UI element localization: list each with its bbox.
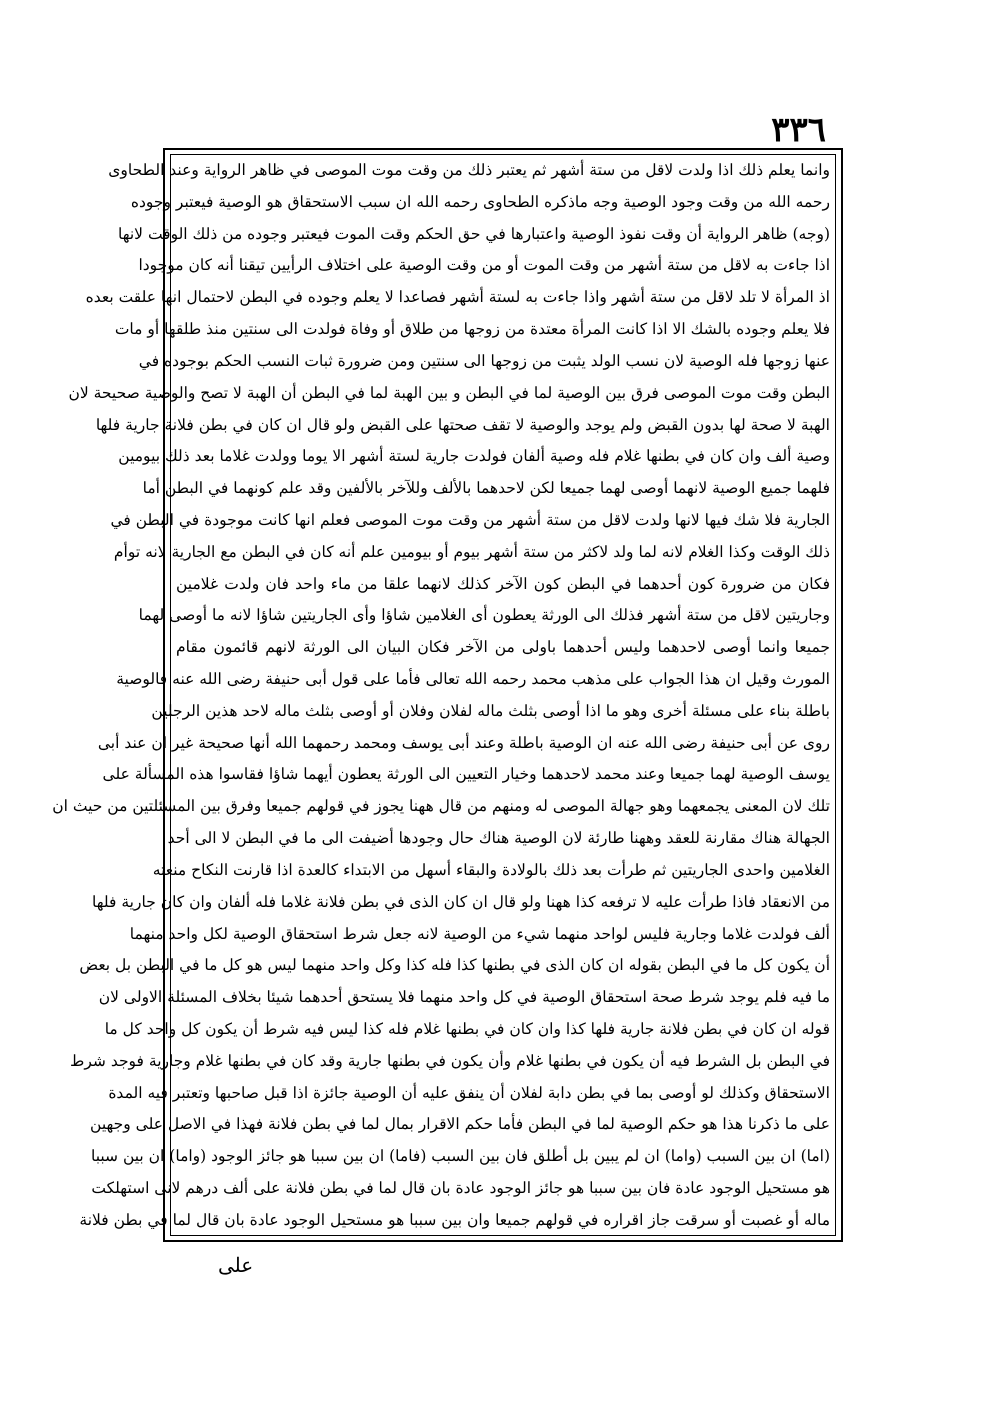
text-line: عنها زوجها فله الوصية لان نسب الولد يثبت من زوجها الى سنتين ومن ضرورة ثبات النسب الحكم بوجوده في bbox=[138, 351, 830, 370]
text-line: فلا يعلم وجوده بالشك الا اذا كانت المرأة معتدة من زوجها من طلاق أو وفاة فولدت الى سنتين منذ طلقها أو مات bbox=[114, 320, 830, 339]
text-line: فكان من ضرورة كون أحدهما في البطن كون الآخر كذلك لانهما علقا من ماء واحد فان ولدت غلامين bbox=[176, 574, 830, 593]
text-line: وصية ألف وان كان في بطنها غلام فله وصية ألفان فولدت جارية لستة أشهر الا يوما وولدت غلاما بعد ذلك بيومين bbox=[118, 447, 830, 466]
text-line: المورث وقيل ان هذا الجواب على مذهب محمد رحمه الله تعالى فأما على قول أبى حنيفة رضى الله عنه فالوصية bbox=[116, 670, 830, 688]
text-line: على ما ذكرنا هذا هو حكم الوصية لما في البطن فأما حكم الاقرار بمال لما في بطن فلانة فهذا في الاصل على وجهين bbox=[90, 1115, 830, 1134]
text-line: الغلامين واحدى الجاريتين ثم طرأت بعد ذلك بالولادة والبقاء أسهل من الابتداء كالعدة اذا قارنت النكاح منعته bbox=[152, 860, 830, 879]
text-line: هو مستحيل الوجود عادة فان بين سببا هو جائز الوجود عادة بان قال لما في بطن فلانة على ألف درهم لانى استهلكت bbox=[91, 1179, 830, 1197]
text-line: (اما) ان بين السبب (واما) ان لم يبين بل أطلق فان بين السبب (فاما) ان بين سببا هو جائز الوجود (واما) ان بين سببا bbox=[90, 1147, 830, 1166]
text-line: أن يكون كل ما في البطن بقوله ان كان الذى في بطنها كذا فله كذا وكل واحد منهما ليس هو كل ما في البطن بل بعض bbox=[79, 956, 830, 975]
text-line: ذلك الوقت وكذا الغلام لانه لما ولد لاكثر من ستة أشهر بيوم أو بيومين علم أنه كان في البطن مع الجارية لانه توأم bbox=[113, 542, 830, 561]
text-line: تلك لان المعنى يجمعهما وهو جهالة الموصى له ومنهم من قال ههنا يجوز في قولهم جميعا وفرق بين المسئلتين من حيث ان bbox=[52, 797, 830, 816]
text-line: وجاريتين لاقل من ستة أشهر فذلك الى الورثة يعطون أى الغلامين شاؤا وأى الجاريتين شاؤا لانه ما أوصى لهما bbox=[138, 606, 830, 625]
text-line: قوله ان كان في بطن فلانة جارية فلها كذا وان كان في بطنها غلام فله كذا ليس فيه شرط أن يكون كل واحد كل ما bbox=[104, 1019, 830, 1038]
text-line: الجهالة هناك مقارنة للعقد وههنا طارئة لان الوصية هناك حال وجودها أضيفت الى ما في البطن لا الى أحد bbox=[167, 829, 830, 848]
text-line: فلهما جميع الوصية لانهما أوصى لهما جميعا لكن لاحدهما بالألف وللآخر بالألفين وقد علم كونهما في البطن أما bbox=[142, 479, 830, 498]
text-line: رحمه الله من وقت وجود الوصية وجه ماذكره الطحاوى رحمه الله ان سبب الاستحقاق هو الوصية فيعتبر وجوده bbox=[130, 192, 830, 211]
text-line: اذ المرأة لا تلد لاقل من ستة أشهر واذا جاءت به لستة أشهر فصاعدا لا يعلم وجوده في البطن لاحتمال انها علقت بعده bbox=[85, 288, 830, 307]
text-line: ما فيه فلم يوجد شرط صحة استحقاق الوصية في كل واحد منهما فلا يستحق أحدهما شيئا بخلاف المسئلة الاولى لان bbox=[98, 988, 830, 1007]
text-line: ماله أو غصبت أو سرقت جاز اقراره في قولهم جميعا وان بين سببا هو مستحيل الوجود عادة بان قال لما في بطن فلانة bbox=[79, 1210, 830, 1229]
catchword: على bbox=[218, 1253, 254, 1277]
page-number: ٣٣٦ bbox=[771, 110, 826, 150]
text-line: الهبة لا صحة لها بدون القبض ولم يوجد والوصية لا تقف صحتها على القبض ولو قال ان كان في بطن فلانة جارية فلها bbox=[95, 415, 830, 434]
text-line: ألف فولدت غلاما وجارية فليس لواحد منهما شيء من الوصية لانه جعل شرط استحقاق الوصية لكل واحد منهما bbox=[129, 924, 830, 943]
text-line: الاستحقاق وكذلك لو أوصى بما في بطن دابة لفلان أن ينفق عليه أن الوصية جائزة اذا قبل صاحبها وتعتبر فيه المدة bbox=[108, 1083, 830, 1102]
text-line: وانما يعلم ذلك اذا ولدت لاقل من ستة أشهر ثم يعتبر ذلك من وقت موت الموصى في ظاهر الرواية وعند الطحاوى bbox=[108, 161, 830, 179]
text-column bbox=[52, 158, 830, 1232]
text-line: يوسف الوصية لهما جميعا وعند محمد لاحدهما وخيار التعيين الى الورثة يعطون أيهما شاؤا فقاسوا هذه المسألة على bbox=[102, 765, 830, 784]
text-line: من الانعقاد فاذا طرأت عليه لا ترفعه كذا ههنا ولو قال ان كان الذى في بطن فلانة غلاما فله ألفان وان كان جارية فلها bbox=[92, 892, 830, 911]
text-line: باطلة بناء على مسئلة أخرى وهو ما اذا أوصى بثلث ماله لفلان وفلان أو أوصى بثلث ماله لاحد هذين الرجلين bbox=[151, 701, 830, 720]
text-line: البطن وقت موت الموصى فرق بين الوصية لما في البطن و بين الهبة لما في البطن أن الهبة لا تصح والوصية صحيحة لان bbox=[68, 383, 830, 402]
text-line: اذا جاءت به لاقل من ستة أشهر من وقت الموت أو من وقت الوصية على اختلاف الرأيين تيقنا أنه كان موجودا bbox=[138, 256, 830, 275]
text-line: في البطن بل الشرط فيه أن يكون في بطنها غلام وأن يكون في بطنها جارية وقد كان في بطنها غلام وجارية فوجد شرط bbox=[70, 1051, 830, 1070]
text-line: جميعا وانما أوصى لاحدهما وليس أحدهما باولى من الآخر فكان البيان الى الورثة لانهم قائمون مقام bbox=[176, 638, 830, 657]
text-line: الجارية فلا شك فيها لانها ولدت لاقل من ستة أشهر من وقت موت الموصى فعلم انها كانت موجودة في البطن في bbox=[110, 510, 830, 529]
text-line: روى عن أبى حنيفة رضى الله عنه ان الوصية باطلة وعند أبى يوسف ومحمد رحمهما الله أنها صحيحة غير ان عند أبى bbox=[97, 733, 830, 752]
text-line: (وجه) ظاهر الرواية أن وقت نفوذ الوصية واعتبارها في حق الحكم وقت الموت فيعتبر وجوده من ذلك الوقت لانها bbox=[118, 224, 830, 243]
